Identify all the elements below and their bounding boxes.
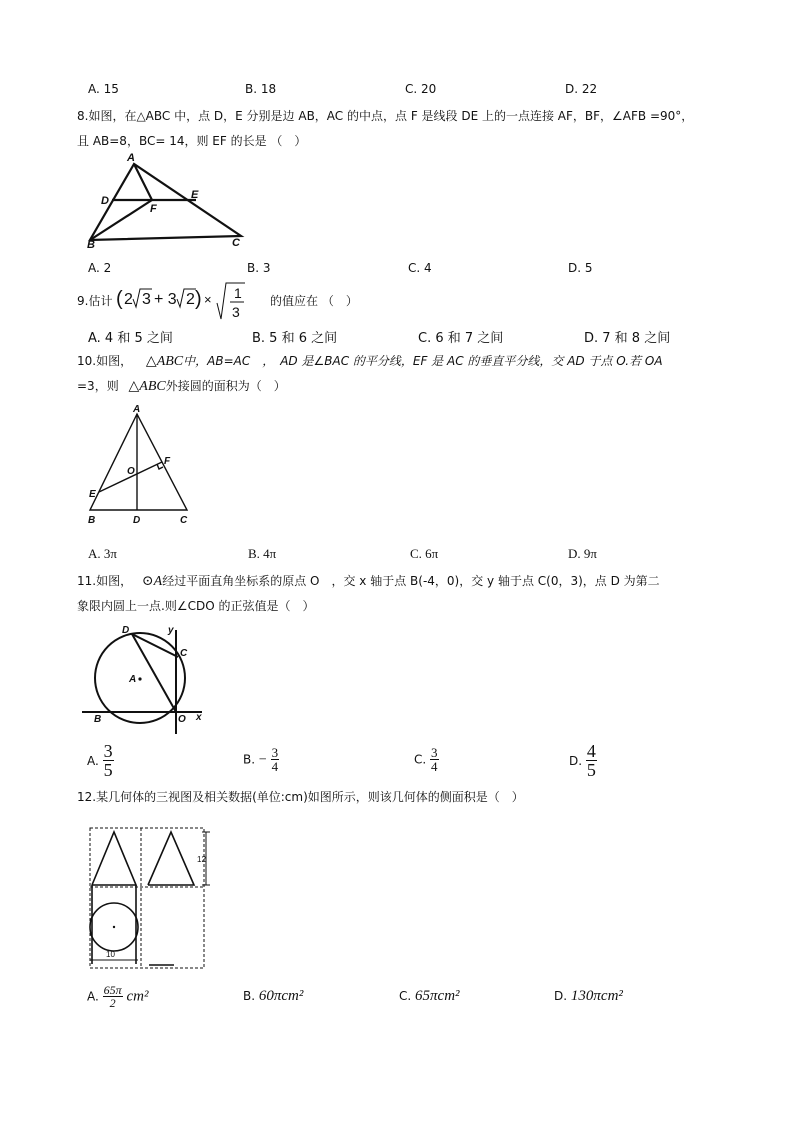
q7-option-d[interactable]: D. 22 [565,82,598,96]
q10-triangle-symbol-2: △ABC [128,379,166,394]
q10-stem-a: 10.如图， [77,354,133,368]
q11-circle-symbol: ⊙A [141,574,163,589]
q10-label-c: C [180,515,188,526]
q7-option-a[interactable]: A. 15 [88,82,119,96]
q8-stem-line2: 且 AB=8，BC= 14，则 EF 的长是 （ ） [77,134,307,148]
q11-option-a[interactable]: A. $\frac{3}{5}$ [87,741,113,780]
q9-frac-den: 3 [232,304,240,320]
q11-label-x: x [196,712,202,723]
q12-option-a-fraction: $\frac{65\pi}{2}$ [103,983,122,1010]
q11-label-o: O [178,714,186,725]
q8-label-e: E [191,189,199,201]
q11-stem-b: 经过平面直角坐标系的原点 O ，交 x 轴于点 B(-4，0)，交 y 轴于点 C(0，3)，点 D 为第二 [162,574,660,588]
q12-label-12: 12 [197,855,206,864]
q7-option-c[interactable]: C. 20 [405,82,437,96]
q9-radicand-3: 3 [142,291,151,308]
q10-label-o: O [127,466,135,477]
q11-stem-a: 11.如图， [77,574,133,588]
q12-three-view-figure [84,822,224,972]
q10-option-b[interactable]: B. 4π [248,546,277,561]
q11-figure [82,622,212,734]
q9-coef-2: 2 [124,291,133,308]
q9-plus-3: + 3 [154,291,177,308]
q10-stem-b: 中，AB=AC ， AD 是∠BAC 的平分线，EF 是 AC 的垂直平分线，交 AD 于点 O.若 OA [183,354,663,368]
q12-stem: 12.某几何体的三视图及相关数据(单位:cm)如图所示，则该几何体的侧面积是（ ） [77,790,524,804]
q9-times: × [204,292,212,307]
q9-radicand-2: 2 [186,291,195,308]
q12-label-10: 10 [106,950,115,959]
q12-option-c[interactable]: C. 65πcm² [399,988,460,1004]
q11-option-d[interactable]: D. $\frac{4}{5}$ [569,741,596,780]
q10-label-d: D [133,515,141,526]
q10-label-a: A [133,404,141,415]
q11-label-d: D [122,625,130,636]
q12-option-a[interactable]: A. $\frac{65\pi}{2}$ cm² [87,983,149,1010]
q11-option-a-fraction: $\frac{3}{5}$ [103,741,113,780]
q8-label-f: F [150,203,157,215]
q10-label-e: E [89,489,96,500]
q8-figure [84,150,254,250]
q9-option-c[interactable]: C. 6 和 7 之间 [418,331,504,346]
q12-option-d[interactable]: D. 130πcm² [554,988,623,1004]
q9-prefix: 9.估计 [77,294,113,308]
q8-stem-line1: 8.如图，在△ABC 中，点 D，E 分别是边 AB，AC 的中点，点 F 是线段 DE 上的一点连接 AF，BF，∠AFB =90°， [77,109,694,123]
q8-label-c: C [232,237,240,249]
q9-option-b[interactable]: B. 5 和 6 之间 [252,331,338,346]
q8-label-a: A [127,152,135,164]
q11-option-d-fraction: $\frac{4}{5}$ [586,741,596,780]
q11-stem-line2: 象限内圆上一点.则∠CDO 的正弦值是（ ） [77,599,315,613]
q8-option-c[interactable]: C. 4 [408,261,432,275]
q8-option-a[interactable]: A. 2 [88,261,112,275]
q9-option-a[interactable]: A. 4 和 5 之间 [88,331,173,346]
q9-right-paren: ) [195,288,202,310]
q10-figure [84,402,194,526]
q10-option-a[interactable]: A. 3π [88,546,117,561]
q9-suffix: 的值应在 （ ） [270,294,358,308]
q11-option-c-fraction: $\frac{3}{4}$ [431,745,438,774]
q9-expression [114,281,274,321]
q11-option-b[interactable]: B. − $\frac{3}{4}$ [243,745,279,774]
q9-option-d[interactable]: D. 7 和 8 之间 [584,331,671,346]
q11-label-b: B [94,714,102,725]
q10-triangle-symbol: △ABC [145,354,184,369]
q10-option-d[interactable]: D. 9π [568,546,597,561]
q10-right-angle-mark [157,464,163,469]
q7-option-b[interactable]: B. 18 [245,82,277,96]
q8-label-d: D [101,195,109,207]
q8-label-b: B [87,239,95,250]
q11-label-y: y [168,625,174,636]
q10-triangle-abc [90,414,187,510]
q11-center-dot [138,677,141,680]
q10-label-b: B [88,515,96,526]
q12-center-dot [113,926,115,928]
q8-segment-bf [90,200,152,240]
q12-option-b[interactable]: B. 60πcm² [243,988,304,1004]
q10-label-f: F [164,456,171,467]
q10-option-c[interactable]: C. 6π [410,546,439,561]
q9-left-paren: ( [116,288,123,310]
q8-option-d[interactable]: D. 5 [568,261,593,275]
q11-option-c[interactable]: C. $\frac{3}{4}$ [414,745,438,774]
q8-triangle-abc [90,164,241,240]
q9-frac-num: 1 [234,285,242,301]
q12-front-view [92,832,136,885]
q10-stem-c: =3，则 [77,379,119,393]
q11-option-b-fraction: $\frac{3}{4}$ [271,745,279,774]
q12-side-view [148,832,194,885]
q11-label-c: C [180,648,188,659]
q8-option-b[interactable]: B. 3 [247,261,271,275]
q10-stem-d: 外接圆的面积为（ ） [165,379,286,393]
q11-label-a: A [129,674,137,685]
